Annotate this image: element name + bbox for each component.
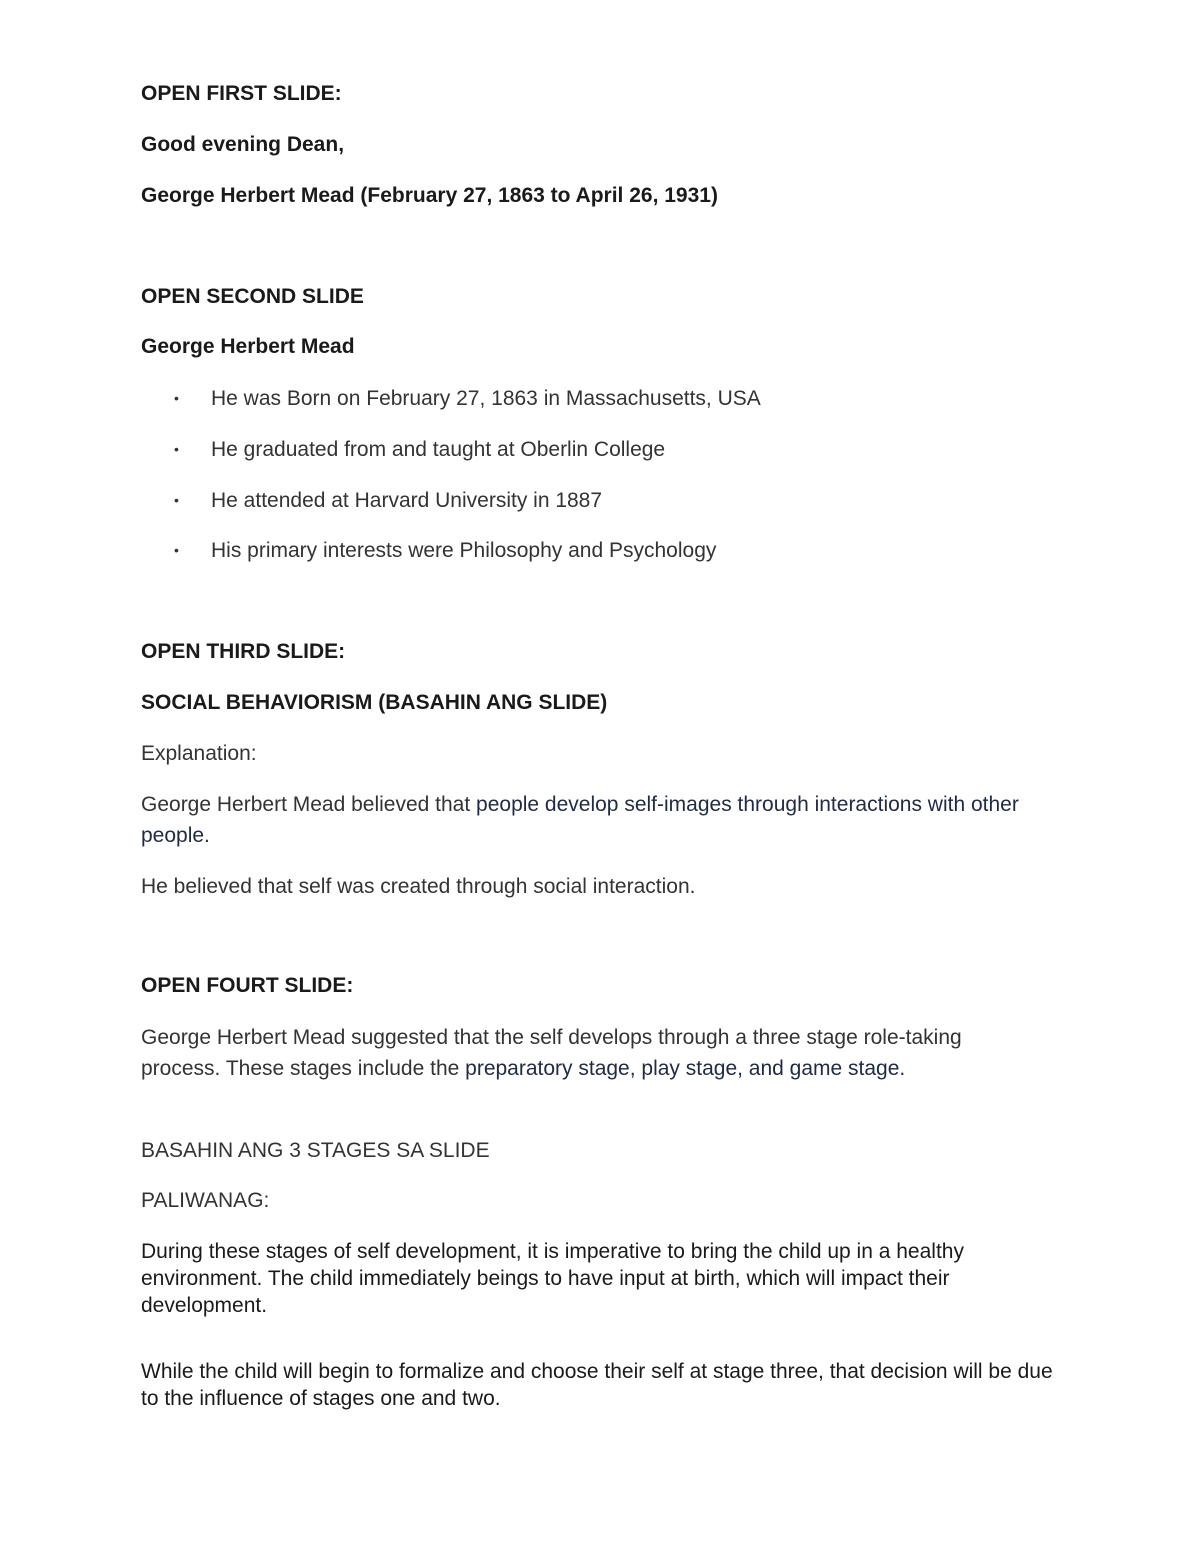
slide4-paragraph-2: During these stages of self development, it is imperative to bring the child up in a healthy environment. The child immediately beings to have input at birth, which will impact their development. [141,1240,964,1317]
bullet-item [174,485,602,516]
bullet-text: His primary interests were Philosophy and Psychology [211,539,717,562]
slide2-heading: OPEN SECOND SLIDE [141,285,364,308]
paragraph-text: George Herbert Mead believed that [141,793,477,816]
bullet-item [174,535,716,566]
paragraph-highlight: preparatory stage, play stage, and game stage. [465,1057,906,1080]
explanation-label: Explanation: [141,742,257,765]
slide1-heading: OPEN FIRST SLIDE: [141,82,342,105]
slide4-heading: OPEN FOURT SLIDE: [141,974,354,997]
slide2-title: George Herbert Mead [141,335,355,358]
bullet-item [174,434,665,465]
slide3-title: SOCIAL BEHAVIORISM (BASAHIN ANG SLIDE) [141,691,608,714]
bullet-icon: • [174,542,179,558]
bullet-text: He attended at Harvard University in 1887 [211,489,603,512]
read-stages-note: BASAHIN ANG 3 STAGES SA SLIDE [141,1139,490,1162]
slide3-paragraph [141,789,1061,851]
bullet-item [174,383,761,414]
greeting: Good evening Dean, [141,133,345,156]
paragraph-text: George Herbert Mead suggested that the self develops through a three stage role-taking process. These stages include the [141,1026,962,1080]
paliwanag-label: PALIWANAG: [141,1189,270,1212]
slide4-paragraph [141,1022,1021,1084]
bullet-icon: • [174,492,179,508]
paragraph-highlight: people develop self-images through interactions with other people. [141,793,1019,847]
slide3-paragraph-2: He believed that self was created through social interaction. [141,875,696,898]
bullet-icon: • [174,390,179,406]
bullet-text: He graduated from and taught at Oberlin College [211,438,666,461]
subject-line: George Herbert Mead (February 27, 1863 to April 26, 1931) [141,184,718,207]
slide3-heading: OPEN THIRD SLIDE: [141,640,346,663]
bullet-text: He was Born on February 27, 1863 in Massachusetts, USA [211,387,761,410]
slide4-paragraph-3: While the child will begin to formalize and choose their self at stage three, that decision will be due to the influence of stages one and two. [141,1360,1053,1410]
bullet-icon: • [174,441,179,457]
